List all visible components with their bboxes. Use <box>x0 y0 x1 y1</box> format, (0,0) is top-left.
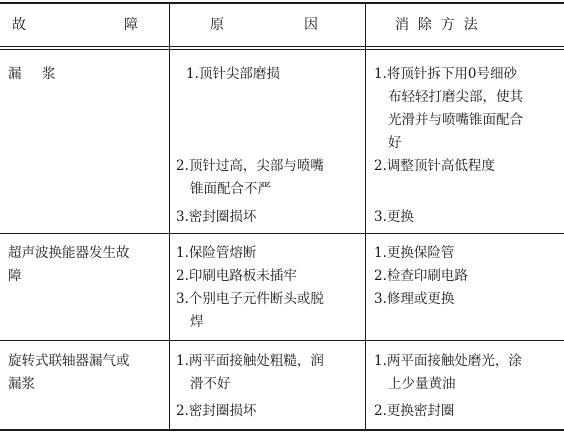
row1-fix-1d: 好 <box>388 135 402 151</box>
row2-cause-3b: 焊 <box>190 314 204 330</box>
row1-fix-1b: 布轻轻打磨尖部，使其 <box>388 89 523 105</box>
row3-fault-1: 旋转式联轴器漏气或 <box>8 353 130 369</box>
row1-fault-1: 漏 <box>8 66 22 82</box>
row2-fix-3: 3.修理或更换 <box>374 291 455 307</box>
rule-row-2 <box>0 340 564 341</box>
row2-cause-3a: 3.个别电子元件断头或脱 <box>176 291 324 307</box>
rule-under-header <box>0 46 564 47</box>
row1-fix-3: 3.更换 <box>374 209 414 225</box>
row2-cause-2: 2.印刷电路板未插牢 <box>176 268 297 284</box>
rule-top <box>0 2 564 4</box>
col-divider-2 <box>365 2 366 431</box>
row1-cause-1: 1.顶针尖部磨损 <box>186 66 280 82</box>
row3-cause-1a: 1.两平面接触处粗糙，润 <box>176 353 324 369</box>
header-fix: 消 除 方 法 <box>395 17 478 33</box>
header-cause-2: 因 <box>304 17 318 33</box>
row1-fix-2: 2.调整顶针高低程度 <box>374 158 495 174</box>
row1-cause-2b: 锥面配合不严 <box>190 181 271 197</box>
col-divider-1 <box>169 2 170 431</box>
row1-cause-2a: 2.顶针过高，尖部与喷嘴 <box>176 158 324 174</box>
row2-fix-1: 1.更换保险管 <box>374 245 455 261</box>
row3-fix-2: 2.更换密封圈 <box>374 403 455 419</box>
row3-fault-2: 漏浆 <box>8 376 35 392</box>
row3-cause-2: 2.密封圈损坏 <box>176 403 257 419</box>
row1-fix-1a: 1.将顶针拆下用0号细砂 <box>374 66 517 82</box>
row1-cause-3: 3.密封圈损坏 <box>176 209 257 225</box>
rule-under-header-2 <box>0 49 564 50</box>
row3-fix-1b: 上少量黄油 <box>388 376 456 392</box>
row2-fault-1: 超声波换能器发生故 <box>8 245 130 261</box>
row2-fix-2: 2.检查印刷电路 <box>374 268 468 284</box>
row3-cause-1b: 滑不好 <box>190 376 231 392</box>
rule-bottom <box>0 429 564 431</box>
row2-cause-1: 1.保险管熔断 <box>176 245 257 261</box>
header-fault-1: 故 <box>12 17 26 33</box>
rule-row-1 <box>0 233 564 234</box>
row1-fix-1c: 光滑并与喷嘴锥面配合 <box>388 112 523 128</box>
row1-fault-2: 浆 <box>42 66 56 82</box>
header-fault-2: 障 <box>124 17 138 33</box>
row2-fault-2: 障 <box>8 268 22 284</box>
row3-fix-1a: 1.两平面接触处磨光，涂 <box>374 353 522 369</box>
header-cause-1: 原 <box>210 17 224 33</box>
